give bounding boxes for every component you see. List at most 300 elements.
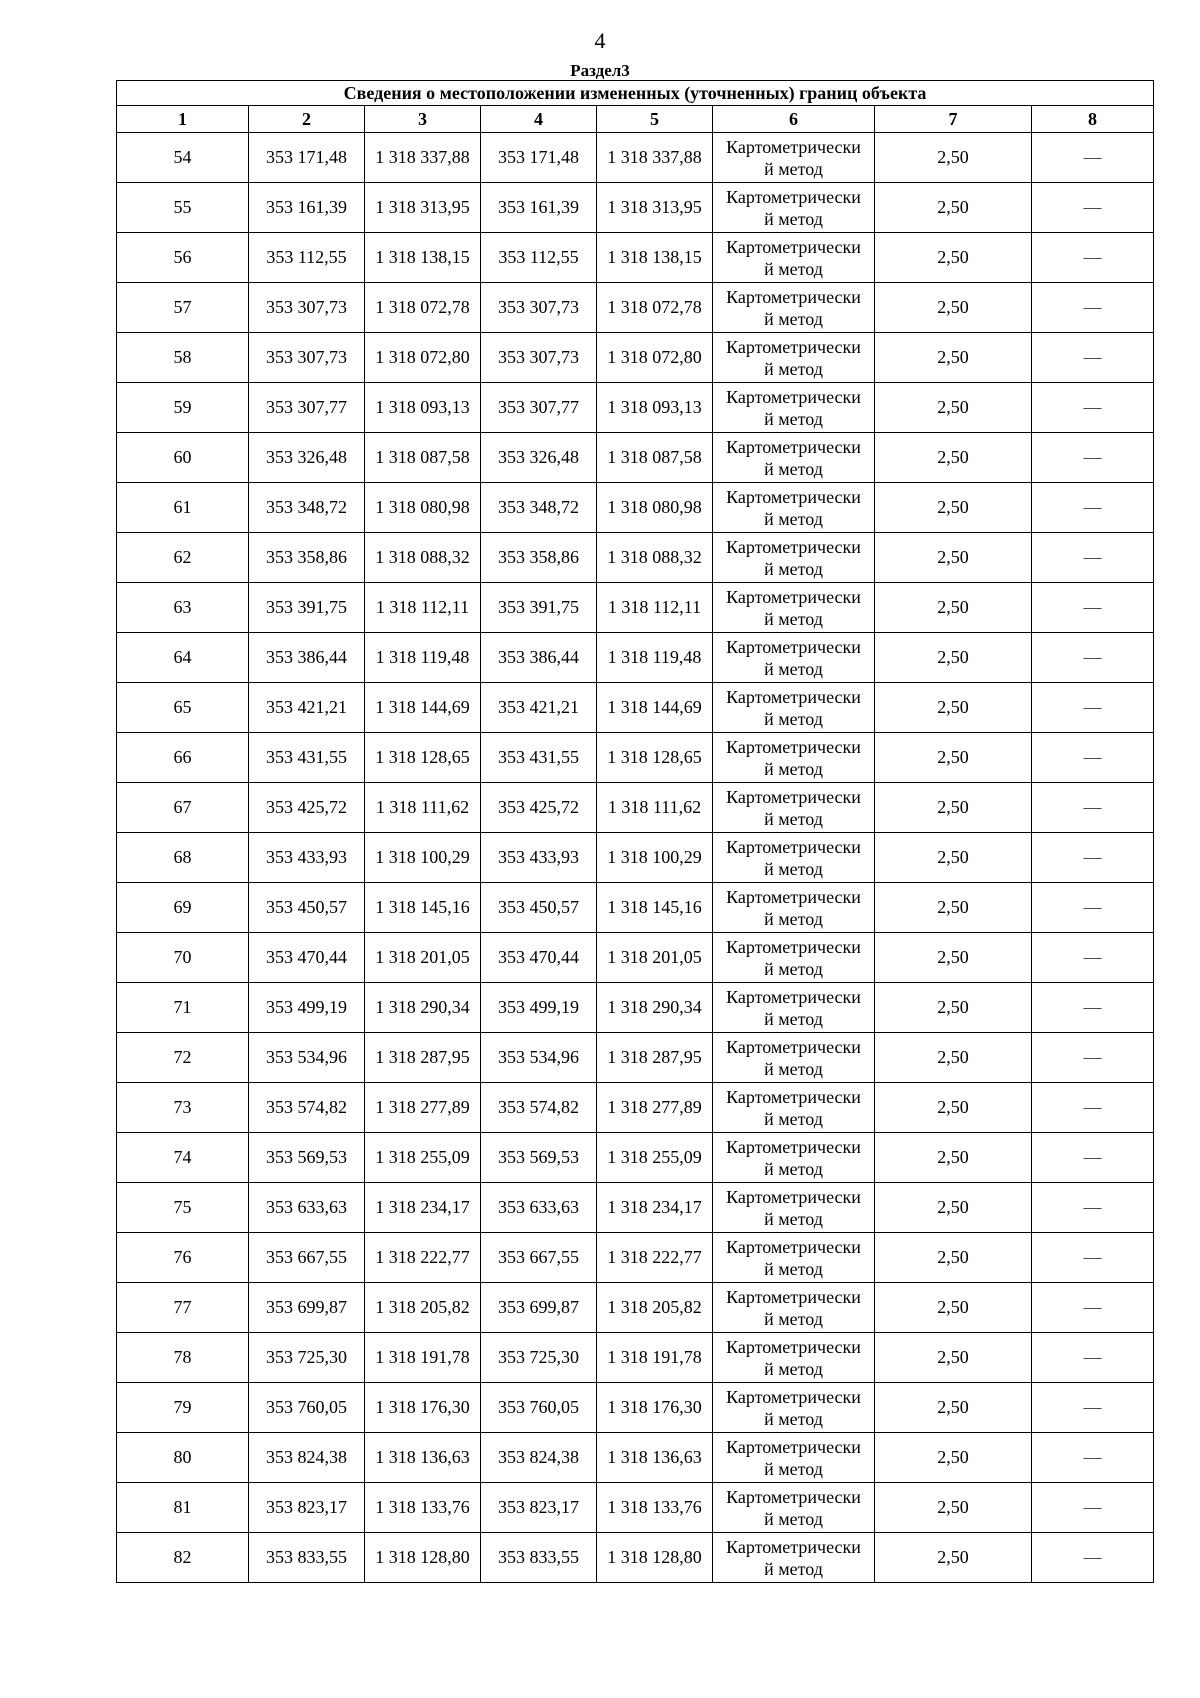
- column-number-row: [117, 106, 1154, 133]
- note-cell: —: [1032, 1033, 1154, 1083]
- point-number-cell: 71: [117, 983, 249, 1033]
- x-coordinate-cell: 353 760,05: [481, 1383, 597, 1433]
- y-coordinate-cell: 1 318 144,69: [597, 683, 713, 733]
- point-number-cell: 54: [117, 133, 249, 183]
- note-cell: —: [1032, 583, 1154, 633]
- y-coordinate-cell: 1 318 138,15: [597, 233, 713, 283]
- method-cell: [713, 833, 875, 883]
- x-coordinate-cell: 353 391,75: [481, 583, 597, 633]
- point-number-cell: 65: [117, 683, 249, 733]
- y-coordinate-cell: 1 318 128,65: [365, 733, 481, 783]
- method-line: й метод: [764, 158, 823, 179]
- x-coordinate-cell: 353 161,39: [249, 183, 365, 233]
- method-line: Картометрически: [726, 736, 861, 757]
- method-line: Картометрически: [726, 1036, 861, 1057]
- method-line: й метод: [764, 858, 823, 879]
- y-coordinate-cell: 1 318 072,80: [365, 333, 481, 383]
- accuracy-cell: 2,50: [875, 333, 1032, 383]
- y-coordinate-cell: 1 318 133,76: [597, 1483, 713, 1533]
- y-coordinate-cell: 1 318 136,63: [597, 1433, 713, 1483]
- method-line: Картометрически: [726, 1536, 861, 1557]
- table-row: [117, 133, 1154, 183]
- y-coordinate-cell: 1 318 093,13: [365, 383, 481, 433]
- note-cell: —: [1032, 633, 1154, 683]
- point-number-cell: 76: [117, 1233, 249, 1283]
- note-cell: —: [1032, 433, 1154, 483]
- x-coordinate-cell: 353 699,87: [481, 1283, 597, 1333]
- x-coordinate-cell: 353 499,19: [481, 983, 597, 1033]
- y-coordinate-cell: 1 318 287,95: [597, 1033, 713, 1083]
- method-cell: [713, 333, 875, 383]
- accuracy-cell: 2,50: [875, 1133, 1032, 1183]
- note-cell: —: [1032, 1083, 1154, 1133]
- method-line: й метод: [764, 1208, 823, 1229]
- x-coordinate-cell: 353 667,55: [481, 1233, 597, 1283]
- y-coordinate-cell: 1 318 255,09: [597, 1133, 713, 1183]
- method-line: Картометрически: [726, 1486, 861, 1507]
- x-coordinate-cell: 353 833,55: [249, 1533, 365, 1583]
- point-number-cell: 77: [117, 1283, 249, 1333]
- x-coordinate-cell: 353 725,30: [481, 1333, 597, 1383]
- method-cell: [713, 683, 875, 733]
- method-line: Картометрически: [726, 886, 861, 907]
- x-coordinate-cell: 353 574,82: [249, 1083, 365, 1133]
- method-line: й метод: [764, 1558, 823, 1579]
- y-coordinate-cell: 1 318 205,82: [597, 1283, 713, 1333]
- x-coordinate-cell: 353 326,48: [481, 433, 597, 483]
- accuracy-cell: 2,50: [875, 533, 1032, 583]
- accuracy-cell: 2,50: [875, 933, 1032, 983]
- y-coordinate-cell: 1 318 191,78: [597, 1333, 713, 1383]
- method-cell: [713, 633, 875, 683]
- method-line: й метод: [764, 1058, 823, 1079]
- x-coordinate-cell: 353 470,44: [481, 933, 597, 983]
- point-number-cell: 59: [117, 383, 249, 433]
- note-cell: —: [1032, 1433, 1154, 1483]
- table-row: [117, 483, 1154, 533]
- x-coordinate-cell: 353 386,44: [481, 633, 597, 683]
- x-coordinate-cell: 353 348,72: [481, 483, 597, 533]
- note-cell: —: [1032, 233, 1154, 283]
- note-cell: —: [1032, 133, 1154, 183]
- accuracy-cell: 2,50: [875, 783, 1032, 833]
- accuracy-cell: 2,50: [875, 283, 1032, 333]
- accuracy-cell: 2,50: [875, 383, 1032, 433]
- x-coordinate-cell: 353 348,72: [249, 483, 365, 533]
- table-row: [117, 683, 1154, 733]
- x-coordinate-cell: 353 823,17: [481, 1483, 597, 1533]
- method-cell: [713, 533, 875, 583]
- y-coordinate-cell: 1 318 176,30: [365, 1383, 481, 1433]
- accuracy-cell: 2,50: [875, 883, 1032, 933]
- table-row: [117, 1133, 1154, 1183]
- y-coordinate-cell: 1 318 072,78: [365, 283, 481, 333]
- point-number-cell: 78: [117, 1333, 249, 1383]
- accuracy-cell: 2,50: [875, 1433, 1032, 1483]
- y-coordinate-cell: 1 318 088,32: [365, 533, 481, 583]
- x-coordinate-cell: 353 112,55: [481, 233, 597, 283]
- method-line: Картометрически: [726, 1386, 861, 1407]
- method-cell: [713, 483, 875, 533]
- x-coordinate-cell: 353 699,87: [249, 1283, 365, 1333]
- note-cell: —: [1032, 1233, 1154, 1283]
- x-coordinate-cell: 353 824,38: [249, 1433, 365, 1483]
- method-line: Картометрически: [726, 336, 861, 357]
- point-number-cell: 72: [117, 1033, 249, 1083]
- x-coordinate-cell: 353 425,72: [481, 783, 597, 833]
- table-row: [117, 983, 1154, 1033]
- x-coordinate-cell: 353 450,57: [249, 883, 365, 933]
- method-line: Картометрически: [726, 1286, 861, 1307]
- method-cell: [713, 133, 875, 183]
- method-line: Картометрически: [726, 1336, 861, 1357]
- y-coordinate-cell: 1 318 222,77: [365, 1233, 481, 1283]
- x-coordinate-cell: 353 534,96: [481, 1033, 597, 1083]
- table-row: [117, 1433, 1154, 1483]
- accuracy-cell: 2,50: [875, 1283, 1032, 1333]
- x-coordinate-cell: 353 161,39: [481, 183, 597, 233]
- method-line: Картометрически: [726, 436, 861, 457]
- note-cell: —: [1032, 1133, 1154, 1183]
- method-line: Картометрически: [726, 386, 861, 407]
- method-line: Картометрически: [726, 1186, 861, 1207]
- y-coordinate-cell: 1 318 234,17: [365, 1183, 481, 1233]
- table-row: [117, 783, 1154, 833]
- method-line: Картометрически: [726, 486, 861, 507]
- column-number-header: 3: [365, 106, 481, 133]
- y-coordinate-cell: 1 318 072,78: [597, 283, 713, 333]
- method-line: й метод: [764, 1358, 823, 1379]
- y-coordinate-cell: 1 318 128,80: [597, 1533, 713, 1583]
- x-coordinate-cell: 353 470,44: [249, 933, 365, 983]
- method-cell: [713, 183, 875, 233]
- method-line: й метод: [764, 608, 823, 629]
- method-line: й метод: [764, 1108, 823, 1129]
- x-coordinate-cell: 353 633,63: [481, 1183, 597, 1233]
- y-coordinate-cell: 1 318 088,32: [597, 533, 713, 583]
- x-coordinate-cell: 353 307,73: [249, 283, 365, 333]
- note-cell: —: [1032, 783, 1154, 833]
- table-row: [117, 883, 1154, 933]
- point-number-cell: 75: [117, 1183, 249, 1233]
- y-coordinate-cell: 1 318 100,29: [365, 833, 481, 883]
- column-number-header: 4: [481, 106, 597, 133]
- method-line: Картометрически: [726, 1086, 861, 1107]
- method-cell: [713, 1483, 875, 1533]
- table-body: [117, 133, 1154, 1583]
- method-line: й метод: [764, 1158, 823, 1179]
- accuracy-cell: 2,50: [875, 1233, 1032, 1283]
- method-line: Картометрически: [726, 836, 861, 857]
- accuracy-cell: 2,50: [875, 983, 1032, 1033]
- accuracy-cell: 2,50: [875, 1033, 1032, 1083]
- table-row: [117, 733, 1154, 783]
- x-coordinate-cell: 353 307,77: [481, 383, 597, 433]
- x-coordinate-cell: 353 326,48: [249, 433, 365, 483]
- y-coordinate-cell: 1 318 087,58: [365, 433, 481, 483]
- page-number: 4: [594, 28, 606, 53]
- table-row: [117, 183, 1154, 233]
- note-cell: —: [1032, 1533, 1154, 1583]
- point-number-cell: 80: [117, 1433, 249, 1483]
- x-coordinate-cell: 353 307,73: [481, 333, 597, 383]
- column-number-header: 5: [597, 106, 713, 133]
- method-line: Картометрически: [726, 1136, 861, 1157]
- x-coordinate-cell: 353 633,63: [249, 1183, 365, 1233]
- method-line: й метод: [764, 758, 823, 779]
- section-title: Раздел3: [570, 61, 630, 80]
- y-coordinate-cell: 1 318 222,77: [597, 1233, 713, 1283]
- point-number-cell: 55: [117, 183, 249, 233]
- y-coordinate-cell: 1 318 176,30: [597, 1383, 713, 1433]
- method-line: й метод: [764, 308, 823, 329]
- point-number-cell: 82: [117, 1533, 249, 1583]
- x-coordinate-cell: 353 307,73: [481, 283, 597, 333]
- accuracy-cell: 2,50: [875, 1183, 1032, 1233]
- method-line: Картометрически: [726, 186, 861, 207]
- y-coordinate-cell: 1 318 111,62: [597, 783, 713, 833]
- accuracy-cell: 2,50: [875, 733, 1032, 783]
- method-cell: [713, 1183, 875, 1233]
- method-cell: [713, 733, 875, 783]
- point-number-cell: 73: [117, 1083, 249, 1133]
- y-coordinate-cell: 1 318 144,69: [365, 683, 481, 733]
- method-line: й метод: [764, 1308, 823, 1329]
- y-coordinate-cell: 1 318 100,29: [597, 833, 713, 883]
- x-coordinate-cell: 353 421,21: [481, 683, 597, 733]
- x-coordinate-cell: 353 431,55: [481, 733, 597, 783]
- method-cell: [713, 1533, 875, 1583]
- method-cell: [713, 1283, 875, 1333]
- method-line: й метод: [764, 208, 823, 229]
- method-line: й метод: [764, 1458, 823, 1479]
- x-coordinate-cell: 353 569,53: [481, 1133, 597, 1183]
- method-cell: [713, 1133, 875, 1183]
- table-row: [117, 583, 1154, 633]
- table-row: [117, 533, 1154, 583]
- table-row: [117, 1483, 1154, 1533]
- accuracy-cell: 2,50: [875, 633, 1032, 683]
- x-coordinate-cell: 353 386,44: [249, 633, 365, 683]
- point-number-cell: 60: [117, 433, 249, 483]
- x-coordinate-cell: 353 421,21: [249, 683, 365, 733]
- note-cell: —: [1032, 1283, 1154, 1333]
- table-row: [117, 1083, 1154, 1133]
- column-number-header: 6: [713, 106, 875, 133]
- accuracy-cell: 2,50: [875, 1483, 1032, 1533]
- y-coordinate-cell: 1 318 072,80: [597, 333, 713, 383]
- y-coordinate-cell: 1 318 087,58: [597, 433, 713, 483]
- accuracy-cell: 2,50: [875, 483, 1032, 533]
- x-coordinate-cell: 353 171,48: [481, 133, 597, 183]
- method-cell: [713, 383, 875, 433]
- method-line: й метод: [764, 1408, 823, 1429]
- x-coordinate-cell: 353 824,38: [481, 1433, 597, 1483]
- method-line: й метод: [764, 258, 823, 279]
- y-coordinate-cell: 1 318 205,82: [365, 1283, 481, 1333]
- method-line: й метод: [764, 808, 823, 829]
- note-cell: —: [1032, 883, 1154, 933]
- x-coordinate-cell: 353 574,82: [481, 1083, 597, 1133]
- method-line: й метод: [764, 708, 823, 729]
- method-line: Картометрически: [726, 936, 861, 957]
- method-line: й метод: [764, 508, 823, 529]
- point-number-cell: 66: [117, 733, 249, 783]
- table-caption: Сведения о местоположении измененных (уточненных) границ объекта: [117, 81, 1154, 106]
- x-coordinate-cell: 353 569,53: [249, 1133, 365, 1183]
- method-cell: [713, 283, 875, 333]
- y-coordinate-cell: 1 318 080,98: [365, 483, 481, 533]
- method-line: Картометрически: [726, 986, 861, 1007]
- method-cell: [713, 1333, 875, 1383]
- method-line: й метод: [764, 558, 823, 579]
- column-number-header: 1: [117, 106, 249, 133]
- accuracy-cell: 2,50: [875, 1333, 1032, 1383]
- x-coordinate-cell: 353 358,86: [249, 533, 365, 583]
- point-number-cell: 57: [117, 283, 249, 333]
- method-line: Картометрически: [726, 236, 861, 257]
- table-row: [117, 1033, 1154, 1083]
- accuracy-cell: 2,50: [875, 233, 1032, 283]
- point-number-cell: 63: [117, 583, 249, 633]
- table-row: [117, 1233, 1154, 1283]
- y-coordinate-cell: 1 318 255,09: [365, 1133, 481, 1183]
- y-coordinate-cell: 1 318 080,98: [597, 483, 713, 533]
- accuracy-cell: 2,50: [875, 433, 1032, 483]
- accuracy-cell: 2,50: [875, 683, 1032, 733]
- note-cell: —: [1032, 1483, 1154, 1533]
- method-line: Картометрически: [726, 786, 861, 807]
- method-cell: [713, 983, 875, 1033]
- column-number-header: 8: [1032, 106, 1154, 133]
- x-coordinate-cell: 353 307,73: [249, 333, 365, 383]
- note-cell: —: [1032, 1183, 1154, 1233]
- point-number-cell: 74: [117, 1133, 249, 1183]
- accuracy-cell: 2,50: [875, 1083, 1032, 1133]
- x-coordinate-cell: 353 433,93: [249, 833, 365, 883]
- method-line: Картометрически: [726, 1236, 861, 1257]
- x-coordinate-cell: 353 358,86: [481, 533, 597, 583]
- method-line: й метод: [764, 958, 823, 979]
- x-coordinate-cell: 353 667,55: [249, 1233, 365, 1283]
- method-line: й метод: [764, 658, 823, 679]
- table-row: [117, 933, 1154, 983]
- x-coordinate-cell: 353 499,19: [249, 983, 365, 1033]
- method-line: й метод: [764, 358, 823, 379]
- y-coordinate-cell: 1 318 133,76: [365, 1483, 481, 1533]
- table-row: [117, 383, 1154, 433]
- method-cell: [713, 583, 875, 633]
- method-line: Картометрически: [726, 586, 861, 607]
- y-coordinate-cell: 1 318 313,95: [597, 183, 713, 233]
- note-cell: —: [1032, 483, 1154, 533]
- note-cell: —: [1032, 683, 1154, 733]
- note-cell: —: [1032, 933, 1154, 983]
- y-coordinate-cell: 1 318 201,05: [597, 933, 713, 983]
- x-coordinate-cell: 353 112,55: [249, 233, 365, 283]
- y-coordinate-cell: 1 318 111,62: [365, 783, 481, 833]
- y-coordinate-cell: 1 318 138,15: [365, 233, 481, 283]
- table-row: [117, 1283, 1154, 1333]
- note-cell: —: [1032, 833, 1154, 883]
- point-number-cell: 67: [117, 783, 249, 833]
- x-coordinate-cell: 353 391,75: [249, 583, 365, 633]
- method-line: Картометрически: [726, 286, 861, 307]
- table-row: [117, 233, 1154, 283]
- y-coordinate-cell: 1 318 287,95: [365, 1033, 481, 1083]
- x-coordinate-cell: 353 425,72: [249, 783, 365, 833]
- x-coordinate-cell: 353 534,96: [249, 1033, 365, 1083]
- y-coordinate-cell: 1 318 112,11: [597, 583, 713, 633]
- note-cell: —: [1032, 1383, 1154, 1433]
- method-cell: [713, 433, 875, 483]
- table-row: [117, 433, 1154, 483]
- y-coordinate-cell: 1 318 277,89: [597, 1083, 713, 1133]
- y-coordinate-cell: 1 318 128,65: [597, 733, 713, 783]
- point-number-cell: 70: [117, 933, 249, 983]
- method-line: й метод: [764, 1508, 823, 1529]
- method-cell: [713, 1083, 875, 1133]
- method-line: Картометрически: [726, 686, 861, 707]
- x-coordinate-cell: 353 307,77: [249, 383, 365, 433]
- y-coordinate-cell: 1 318 112,11: [365, 583, 481, 633]
- point-number-cell: 79: [117, 1383, 249, 1433]
- method-line: Картометрически: [726, 536, 861, 557]
- x-coordinate-cell: 353 823,17: [249, 1483, 365, 1533]
- note-cell: —: [1032, 383, 1154, 433]
- point-number-cell: 56: [117, 233, 249, 283]
- accuracy-cell: 2,50: [875, 1383, 1032, 1433]
- y-coordinate-cell: 1 318 136,63: [365, 1433, 481, 1483]
- accuracy-cell: 2,50: [875, 1533, 1032, 1583]
- accuracy-cell: 2,50: [875, 833, 1032, 883]
- accuracy-cell: 2,50: [875, 133, 1032, 183]
- point-number-cell: 64: [117, 633, 249, 683]
- y-coordinate-cell: 1 318 290,34: [597, 983, 713, 1033]
- point-number-cell: 62: [117, 533, 249, 583]
- note-cell: —: [1032, 1333, 1154, 1383]
- y-coordinate-cell: 1 318 337,88: [597, 133, 713, 183]
- y-coordinate-cell: 1 318 145,16: [365, 883, 481, 933]
- x-coordinate-cell: 353 450,57: [481, 883, 597, 933]
- table-row: [117, 1183, 1154, 1233]
- method-cell: [713, 1433, 875, 1483]
- coordinates-table: [116, 80, 1154, 1583]
- method-line: Картометрически: [726, 136, 861, 157]
- method-line: й метод: [764, 458, 823, 479]
- y-coordinate-cell: 1 318 313,95: [365, 183, 481, 233]
- method-cell: [713, 933, 875, 983]
- method-line: й метод: [764, 908, 823, 929]
- accuracy-cell: 2,50: [875, 583, 1032, 633]
- method-cell: [713, 1383, 875, 1433]
- y-coordinate-cell: 1 318 119,48: [597, 633, 713, 683]
- y-coordinate-cell: 1 318 145,16: [597, 883, 713, 933]
- method-line: й метод: [764, 1008, 823, 1029]
- point-number-cell: 61: [117, 483, 249, 533]
- table-row: [117, 833, 1154, 883]
- y-coordinate-cell: 1 318 128,80: [365, 1533, 481, 1583]
- method-line: й метод: [764, 408, 823, 429]
- point-number-cell: 58: [117, 333, 249, 383]
- point-number-cell: 69: [117, 883, 249, 933]
- method-cell: [713, 1233, 875, 1283]
- y-coordinate-cell: 1 318 093,13: [597, 383, 713, 433]
- note-cell: —: [1032, 183, 1154, 233]
- point-number-cell: 81: [117, 1483, 249, 1533]
- note-cell: —: [1032, 283, 1154, 333]
- note-cell: —: [1032, 333, 1154, 383]
